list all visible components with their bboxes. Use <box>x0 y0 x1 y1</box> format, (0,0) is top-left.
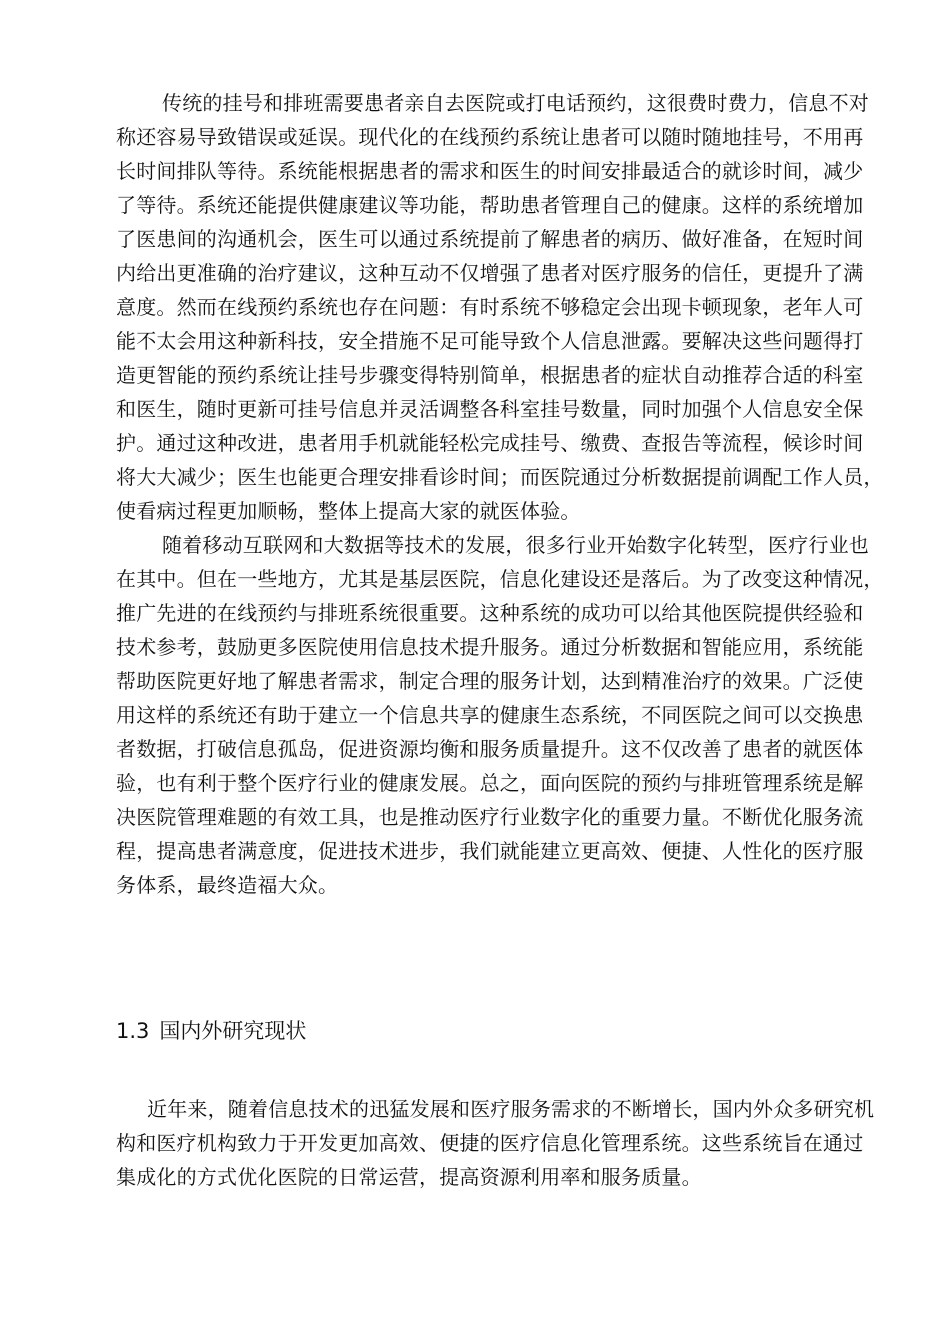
section-title: 国内外研究现状 <box>159 1019 307 1043</box>
text-line: 技术参考，鼓励更多医院使用信息技术提升服务。通过分析数据和智能应用，系统能 <box>116 635 864 659</box>
text-line: 者数据，打破信息孤岛，促进资源均衡和服务质量提升。这不仅改善了患者的就医体 <box>116 737 864 761</box>
text-line: 推广先进的在线预约与排班系统很重要。这种系统的成功可以给其他医院提供经验和 <box>116 601 864 625</box>
text-line: 护。通过这种改进，患者用手机就能轻松完成挂号、缴费、查报告等流程，候诊时间 <box>116 431 864 455</box>
text-line: 决医院管理难题的有效工具，也是推动医疗行业数字化的重要力量。不断优化服务流 <box>116 805 864 829</box>
text-line: 造更智能的预约系统让挂号步骤变得特别简单，根据患者的症状自动推荐合适的科室 <box>116 363 864 387</box>
text-line: 意度。然而在线预约系统也存在问题：有时系统不够稳定会出现卡顿现象，老年人可 <box>116 295 864 319</box>
text-line: 将大大减少；医生也能更合理安排看诊时间；而医院通过分析数据提前调配工作人员， <box>116 465 884 489</box>
section-heading <box>116 1014 306 1048</box>
text-line: 用这样的系统还有助于建立一个信息共享的健康生态系统，不同医院之间可以交换患 <box>116 703 864 727</box>
text-line: 了等待。系统还能提供健康建议等功能，帮助患者管理自己的健康。这样的系统增加 <box>116 193 864 217</box>
text-line: 验，也有利于整个医疗行业的健康发展。总之，面向医院的预约与排班管理系统是解 <box>116 771 864 795</box>
text-line: 在其中。但在一些地方，尤其是基层医院，信息化建设还是落后。为了改变这种情况， <box>116 567 884 591</box>
text-line: 程，提高患者满意度，促进技术进步，我们就能建立更高效、便捷、人性化的医疗服 <box>116 839 864 863</box>
text-line: 称还容易导致错误或延误。现代化的在线预约系统让患者可以随时随地挂号，不用再 <box>116 125 864 149</box>
text-line: 了医患间的沟通机会，医生可以通过系统提前了解患者的病历、做好准备，在短时间 <box>116 227 864 251</box>
text-line: 内给出更准确的治疗建议，这种互动不仅增强了患者对医疗服务的信任，更提升了满 <box>116 261 864 285</box>
section-number: 1.3 <box>116 1019 150 1043</box>
text-line: 传统的挂号和排班需要患者亲自去医院或打电话预约，这很费时费力，信息不对 <box>162 91 869 115</box>
text-line: 使看病过程更加顺畅，整体上提高大家的就医体验。 <box>116 499 581 523</box>
text-line: 务体系，最终造福大众。 <box>116 873 339 897</box>
text-line: 帮助医院更好地了解患者需求，制定合理的服务计划，达到精准治疗的效果。广泛使 <box>116 669 864 693</box>
text-line: 能不太会用这种新科技，安全措施不足可能导致个人信息泄露。要解决这些问题得打 <box>116 329 864 353</box>
text-line: 近年来，随着信息技术的迅猛发展和医疗服务需求的不断增长，国内外众多研究机 <box>147 1097 875 1121</box>
text-line: 长时间排队等待。系统能根据患者的需求和医生的时间安排最适合的就诊时间，减少 <box>116 159 864 183</box>
text-line: 构和医疗机构致力于开发更加高效、便捷的医疗信息化管理系统。这些系统旨在通过 <box>116 1131 864 1155</box>
text-line: 集成化的方式优化医院的日常运营，提高资源利用率和服务质量。 <box>116 1165 702 1189</box>
text-line: 和医生，随时更新可挂号信息并灵活调整各科室挂号数量，同时加强个人信息安全保 <box>116 397 864 421</box>
text-line: 随着移动互联网和大数据等技术的发展，很多行业开始数字化转型，医疗行业也 <box>162 533 869 557</box>
